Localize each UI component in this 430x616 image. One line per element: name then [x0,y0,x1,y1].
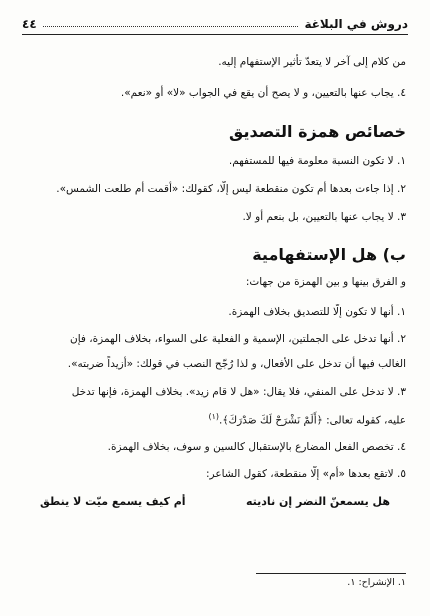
verse-second-hemistich: أم كيف يسمع ميّت لا ينطق [40,495,186,508]
text-line: ١. أنها لا تكون إلّا للتصديق بخلاف الهمزة. [228,306,406,318]
footnote-divider [256,573,406,574]
text-line: ٣. لا يجاب عنها بالتعيين، بل بنعم أو لا. [242,211,406,223]
text-line: ٥. لاتقع بعدها «أم» إلّا منقطعة، كقول الشاعر: [205,468,406,480]
text-line: ٤. تخصص الفعل المضارع بالإستقبال كالسين و سوف، بخلاف الهمزة. [107,441,406,453]
footnote: ١. الإنشراح: ١. [347,577,406,588]
verse-first-hemistich: هل يسمعنّ النضر إن ناديته [246,495,390,508]
text-line [22,409,406,429]
text-line: ١. لا تكون النسبة معلومة فيها للمستفهم. [228,155,406,167]
header-dotted-leader [43,26,299,27]
section-heading: ب) هل الإستفهامية [252,245,406,264]
running-title: دروش في البلاغة [304,17,408,31]
footnote-reference: (١) [208,412,219,421]
section-heading: خصائص همزة التصديق [229,122,406,141]
quran-quote-line: عليه، كقوله تعالى: ﴿أَلَمْ نَشْرَحْ لَكَ صَدْرَكَ﴾. [218,414,406,427]
text-line: ٢. أنها تدخل على الجملتين، الإسمية و الفعلية على السواء، بخلاف الهمزة، فإن [70,333,406,345]
text-line: ٤. يجاب عنها بالتعيين، و لا يصح أن يقع في الجواب «لا» أو «نعم». [120,87,406,99]
page-number: ٤٤ [22,17,37,31]
poetry-verse [40,495,390,508]
text-line: ٢. إذا جاءت بعدها أم تكون منقطعة ليس إلّا، كقولك: «أقمت أم طلعت الشمس». [56,183,406,195]
page-header [22,9,408,35]
text-line: الغالب فيها أن تدخل على الأفعال، و لذا رُجّح النصب في قولك: «أزيداً ضربته». [67,358,406,370]
text-line: ٣. لا تدخل على المنفي، فلا يقال: «هل لا قام زيد». بخلاف الهمزة، فإنها تدخل [71,386,406,398]
text-line: من كلام إلى آخر لا يتعدّ تأثير الإستفهام إليه. [218,56,406,68]
text-line: و الفرق بينها و بين الهمزة من جهات: [245,276,406,288]
